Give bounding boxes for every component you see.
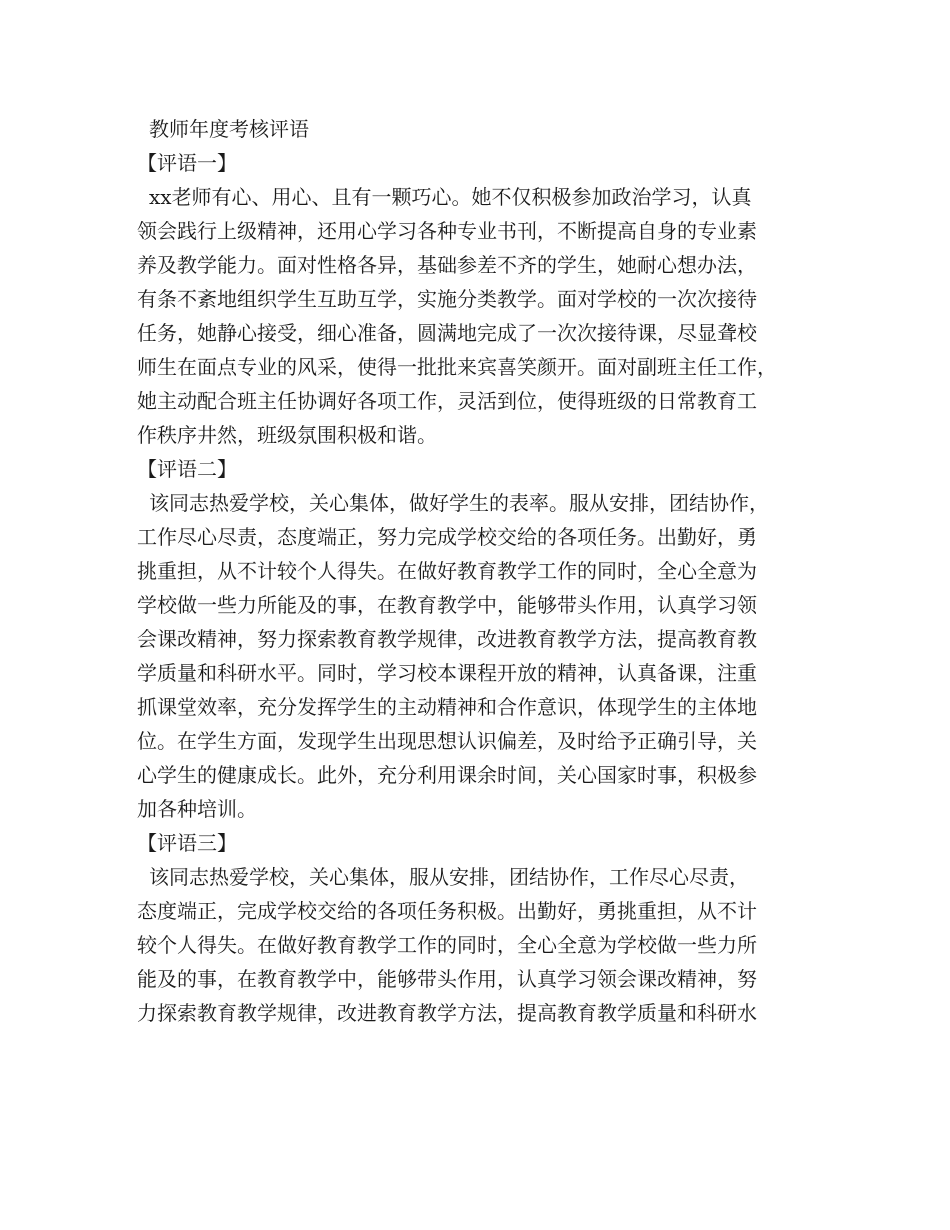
section-1-line: 她主动配合班主任协调好各项工作，灵活到位，使得班级的日常教育工 [137,389,757,413]
section-3-line: 较个人得失。在做好教育教学工作的同时，全心全意为学校做一些力所 [137,933,757,957]
section-2-line: 学校做一些力所能及的事，在教育教学中，能够带头作用，认真学习领 [137,593,757,617]
section-3-line: 该同志热爱学校，关心集体，服从安排，团结协作，工作尽心尽责， [149,865,749,889]
document-body [137,112,827,1030]
section-2-line: 位。在学生方面，发现学生出现思想认识偏差，及时给予正确引导，关 [137,729,757,753]
section-2-line: 抓课堂效率，充分发挥学生的主动精神和合作意识，体现学生的主体地 [137,695,757,719]
section-2-line: 挑重担，从不计较个人得失。在做好教育教学工作的同时，全心全意为 [137,559,757,583]
section-3-line: 能及的事，在教育教学中，能够带头作用，认真学习领会课改精神，努 [137,967,757,991]
section-1-line: xx老师有心、用心、且有一颗巧心。她不仅积极参加政治学习，认真 [149,185,752,209]
section-2-line: 该同志热爱学校，关心集体，做好学生的表率。服从安排，团结协作， [149,491,769,515]
section-2-line: 学质量和科研水平。同时，学习校本课程开放的精神，认真备课，注重 [137,661,757,685]
section-2-line: 加各种培训。 [137,797,257,821]
section-3-line: 力探索教育教学规律，改进教育教学方法，提高教育教学质量和科研水 [137,1001,757,1025]
section-1-line: 作秩序井然，班级氛围积极和谐。 [137,423,437,447]
document-title: 教师年度考核评语 [149,117,309,141]
section-2-line: 工作尽心尽责，态度端正，努力完成学校交给的各项任务。出勤好，勇 [137,525,757,549]
section-3-line: 态度端正，完成学校交给的各项任务积极。出勤好，勇挑重担，从不计 [137,899,757,923]
section-heading-1: 【评语一】 [137,151,237,175]
section-1-line: 有条不紊地组织学生互助互学，实施分类教学。面对学校的一次次接待 [137,287,757,311]
section-1-line: 养及教学能力。面对性格各异，基础参差不齐的学生，她耐心想办法， [137,253,757,277]
section-2-line: 心学生的健康成长。此外，充分利用课余时间，关心国家时事，积极参 [137,763,757,787]
section-1-line: 任务，她静心接受，细心准备，圆满地完成了一次次接待课，尽显聋校 [137,321,757,345]
section-1-line: 领会践行上级精神，还用心学习各种专业书刊，不断提高自身的专业素 [137,219,757,243]
section-2-line: 会课改精神，努力探索教育教学规律，改进教育教学方法，提高教育教 [137,627,757,651]
section-heading-2: 【评语二】 [137,457,237,481]
section-heading-3: 【评语三】 [137,831,237,855]
section-1-line: 师生在面点专业的风采，使得一批批来宾喜笑颜开。面对副班主任工作， [137,355,777,379]
